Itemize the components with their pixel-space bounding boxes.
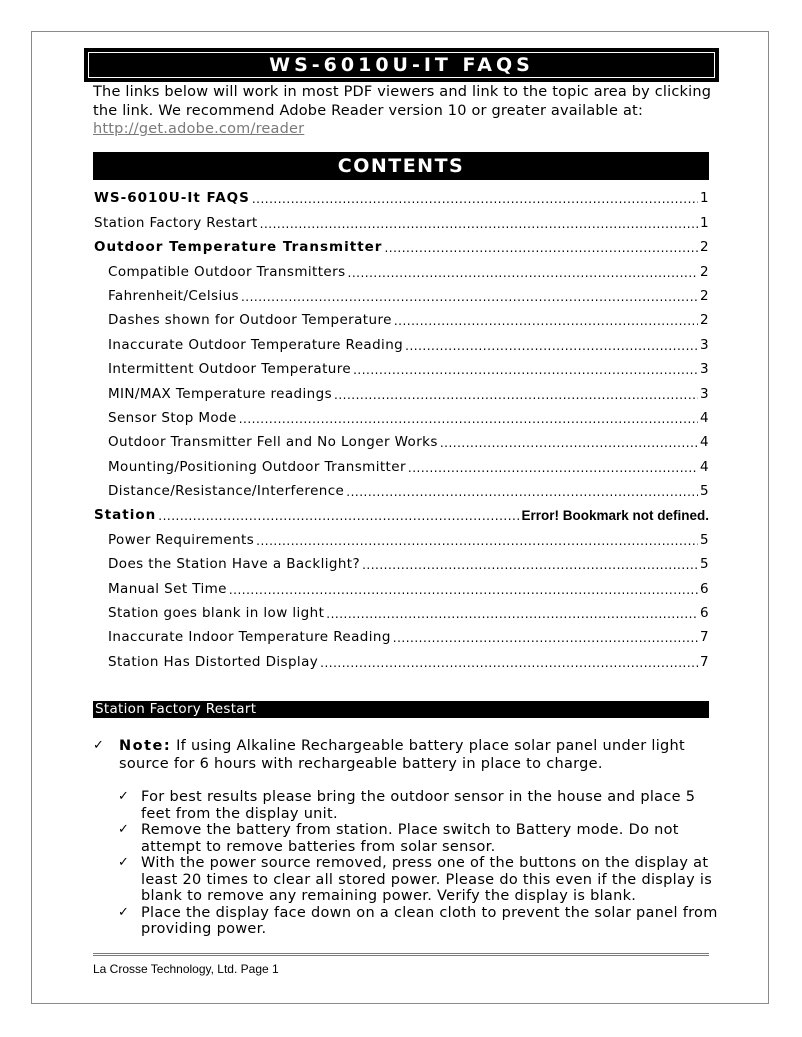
toc-entry-page: 6 <box>700 605 709 622</box>
toc-entry-label: Mounting/Positioning Outdoor Transmitter <box>108 458 406 475</box>
list-item-text: Place the display face down on a clean cloth to prevent the solar panel from providing power. <box>141 904 718 937</box>
toc-dot-leader <box>384 241 698 255</box>
toc-entry-label: Station Has Distorted Display <box>108 653 319 670</box>
checkmark-icon: ✓ <box>118 855 130 870</box>
toc-entry-page: 2 <box>700 312 709 329</box>
toc-entry-label: Outdoor Temperature Transmitter <box>94 239 383 256</box>
note-text <box>93 737 709 773</box>
toc-entry-page: 5 <box>700 531 709 548</box>
toc-entry[interactable] <box>94 353 709 377</box>
note-label: Note: <box>119 738 172 754</box>
toc-entry-label: Dashes shown for Outdoor Temperature <box>108 312 392 329</box>
list-item-text: For best results please bring the outdoor sensor in the house and place 5 feet from the display unit. <box>141 789 696 822</box>
toc-entry[interactable] <box>94 621 709 645</box>
toc-entry-label: Inaccurate Indoor Temperature Reading <box>108 629 391 646</box>
note-item <box>93 737 709 773</box>
toc-entry-label: WS-6010U-It FAQS <box>94 190 250 207</box>
toc-entry-label: Manual Set Time <box>108 580 227 597</box>
title-banner <box>84 48 719 82</box>
list-item <box>118 855 718 905</box>
toc-entry-label: Station goes blank in low light <box>108 605 325 622</box>
toc-entry-label: Sensor Stop Mode <box>108 409 237 426</box>
toc-dot-leader <box>260 217 698 231</box>
toc-dot-leader <box>326 607 698 621</box>
toc-dot-leader <box>256 534 698 548</box>
toc-entry[interactable] <box>94 182 709 206</box>
toc-entry-page: 2 <box>700 287 709 304</box>
toc-dot-leader <box>158 509 519 523</box>
toc-dot-leader <box>320 656 698 670</box>
toc-dot-leader <box>229 583 698 597</box>
toc-entry[interactable] <box>94 572 709 596</box>
toc-entry[interactable] <box>94 231 709 255</box>
toc-dot-leader <box>405 339 698 353</box>
toc-dot-leader <box>394 314 698 328</box>
toc-entry[interactable] <box>94 426 709 450</box>
toc-entry[interactable] <box>94 597 709 621</box>
toc-entry-page: 5 <box>700 556 709 573</box>
checkmark-icon: ✓ <box>118 904 130 920</box>
toc-entry-page: 4 <box>700 409 709 426</box>
toc-dot-leader <box>334 388 698 402</box>
toc-entry[interactable] <box>94 475 709 499</box>
toc-entry-label: Compatible Outdoor Transmitters <box>108 263 346 280</box>
toc-entry[interactable] <box>94 304 709 328</box>
intro-text: The links below will work in most PDF viewers and link to the topic area by clicking the link. We recommend Adobe Reader version 10 or greater available at: <box>93 84 712 119</box>
toc-entry-page: 7 <box>700 629 709 646</box>
toc-entry[interactable] <box>94 450 709 474</box>
toc-entry-page: Error! Bookmark not defined. <box>521 508 709 524</box>
toc-entry-page: 4 <box>700 458 709 475</box>
toc-entry-page: 3 <box>700 336 709 353</box>
toc-entry-label: Station <box>94 507 157 524</box>
contents-heading: CONTENTS <box>93 152 709 180</box>
toc-entry-page: 6 <box>700 580 709 597</box>
toc-entry-label: Intermittent Outdoor Temperature <box>108 361 352 378</box>
section-heading: Station Factory Restart <box>93 701 709 718</box>
toc-entry-label: Outdoor Transmitter Fell and No Longer Works <box>108 434 438 451</box>
list-item <box>118 789 718 822</box>
toc-entry[interactable] <box>94 377 709 401</box>
table-of-contents <box>94 182 709 670</box>
toc-entry-page: 1 <box>700 214 709 231</box>
toc-entry-label: Distance/Resistance/Interference <box>108 483 345 500</box>
toc-entry[interactable] <box>94 645 709 669</box>
toc-entry[interactable] <box>94 402 709 426</box>
toc-dot-leader <box>239 412 698 426</box>
list-item <box>118 905 718 938</box>
toc-entry-label: MIN/MAX Temperature readings <box>108 385 333 402</box>
toc-entry-page: 3 <box>700 361 709 378</box>
toc-entry[interactable] <box>94 499 709 523</box>
toc-entry[interactable] <box>94 255 709 279</box>
toc-entry-label: Does the Station Have a Backlight? <box>108 556 361 573</box>
list-item-text: With the power source removed, press one of the buttons on the display at least 20 times to clear all stored power. Please do this even if the display is blank to remove any remaining power. Verify the display is blank. <box>141 855 713 904</box>
toc-entry-label: Power Requirements <box>108 531 255 548</box>
toc-dot-leader <box>408 461 698 475</box>
toc-entry-page: 2 <box>700 239 709 256</box>
toc-entry[interactable] <box>94 328 709 352</box>
toc-dot-leader <box>393 631 698 645</box>
toc-dot-leader <box>440 436 698 450</box>
toc-entry-label: Inaccurate Outdoor Temperature Reading <box>108 336 404 353</box>
checkmark-icon: ✓ <box>93 738 105 753</box>
checkmark-icon: ✓ <box>118 789 130 804</box>
note-body: If using Alkaline Rechargeable battery place solar panel under light source for 6 hours with rechargeable battery in place to charge. <box>119 738 685 772</box>
toc-entry-page: 5 <box>700 483 709 500</box>
list-item <box>118 822 718 855</box>
toc-entry[interactable] <box>94 206 709 230</box>
toc-entry[interactable] <box>94 548 709 572</box>
footer-divider <box>93 953 709 956</box>
list-item-text: Remove the battery from station. Place switch to Battery mode. Do not attempt to remove batteries from solar sensor. <box>141 822 679 855</box>
toc-entry-page: 2 <box>700 263 709 280</box>
toc-dot-leader <box>241 290 698 304</box>
toc-dot-leader <box>346 485 698 499</box>
toc-dot-leader <box>252 192 698 206</box>
page-footer: La Crosse Technology, Ltd. Page 1 <box>93 962 279 976</box>
toc-dot-leader <box>348 266 699 280</box>
toc-entry-label: Station Factory Restart <box>94 214 258 231</box>
toc-entry-page: 4 <box>700 434 709 451</box>
instruction-list <box>118 789 718 938</box>
document-page <box>31 31 769 1004</box>
intro-paragraph <box>93 83 733 139</box>
adobe-reader-link[interactable]: http://get.adobe.com/reader <box>93 121 305 137</box>
toc-entry-page: 3 <box>700 385 709 402</box>
checkmark-icon: ✓ <box>118 822 130 837</box>
toc-dot-leader <box>353 363 698 377</box>
toc-entry-label: Fahrenheit/Celsius <box>108 287 239 304</box>
toc-entry[interactable] <box>94 280 709 304</box>
toc-entry-page: 1 <box>700 190 709 207</box>
toc-dot-leader <box>362 558 698 572</box>
toc-entry[interactable] <box>94 523 709 547</box>
page-title: WS-6010U-IT FAQS <box>88 52 715 78</box>
toc-entry-page: 7 <box>700 653 709 670</box>
